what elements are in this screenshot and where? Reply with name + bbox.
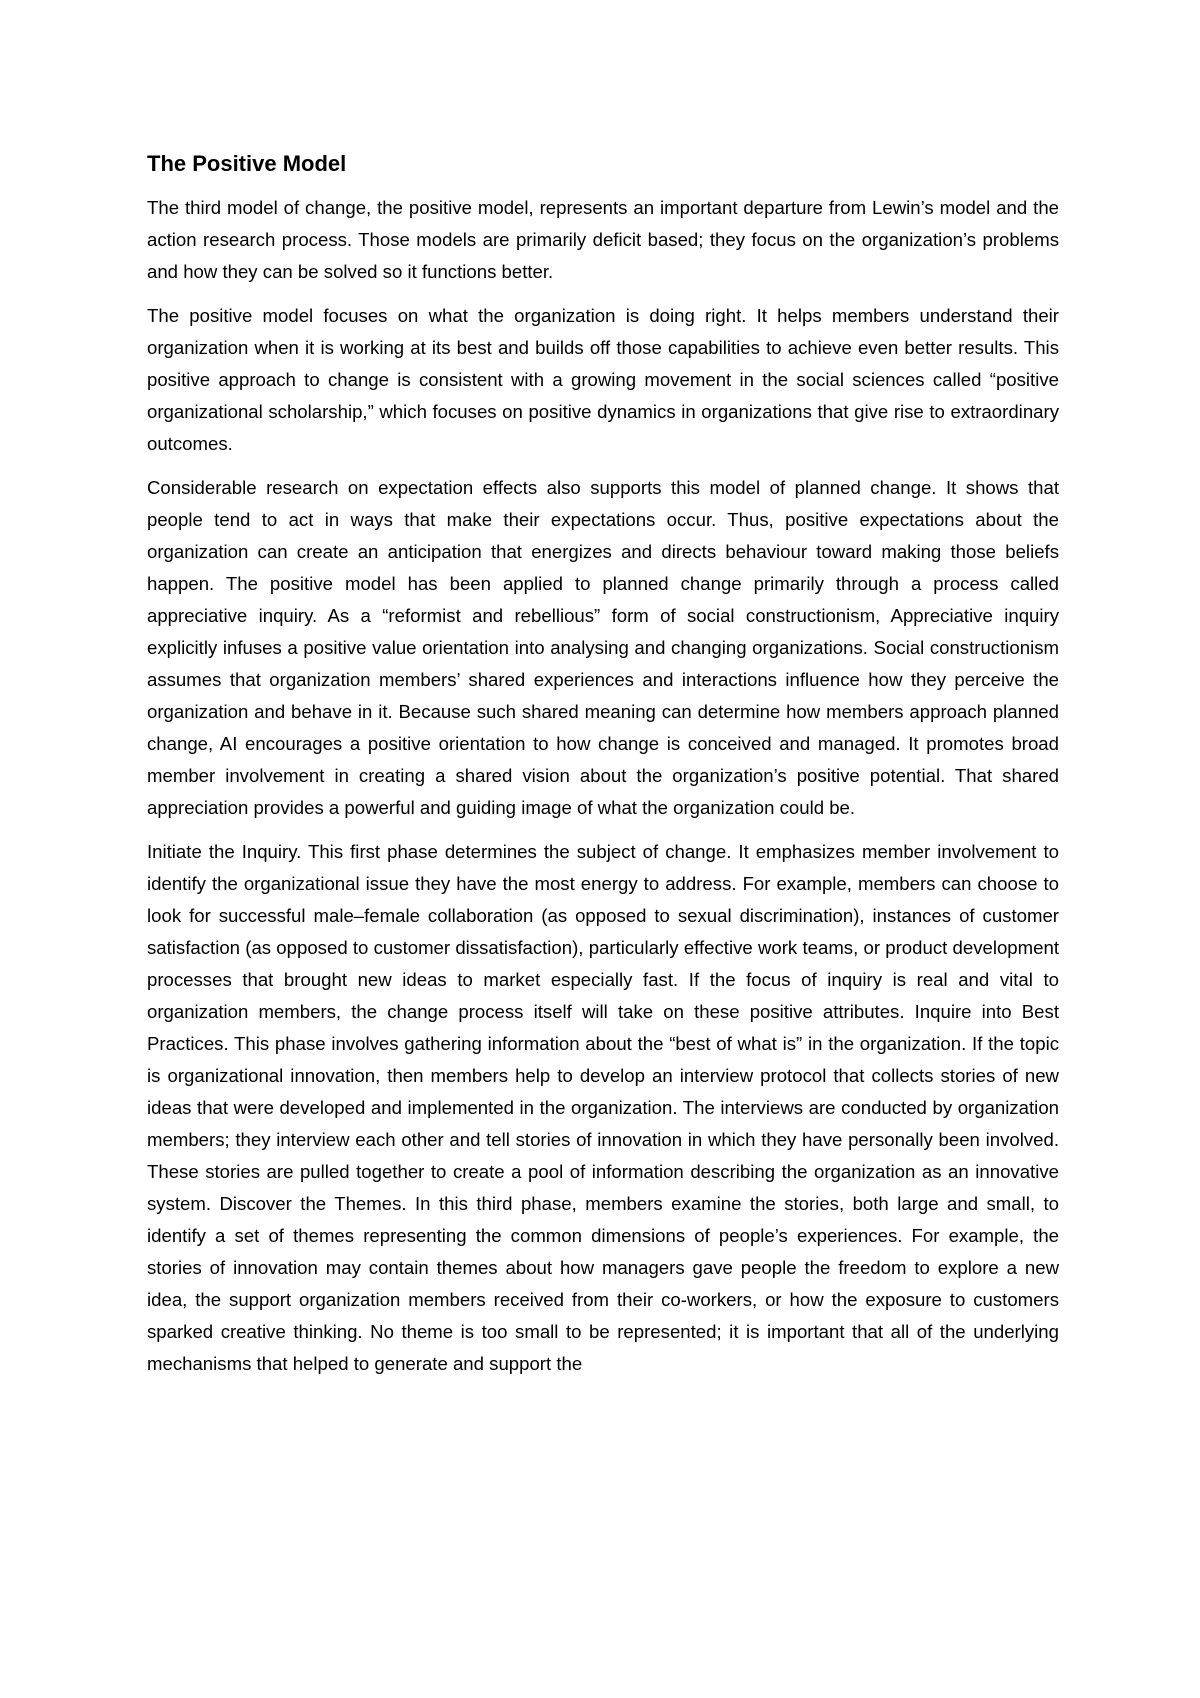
paragraph-appreciative-inquiry-phases: Initiate the Inquiry. This first phase determines the subject of change. It emphasizes member involvement to identify the organizational issue they have the most energy to address. For example, members can choose to look for successful male–female collaboration (as opposed to sexual discrimination), instances of customer satisfaction (as opposed to customer dissatisfaction), particularly effective work teams, or product development processes that brought new ideas to market especially fast. If the focus of inquiry is real and vital to organization members, the change process itself will take on these positive attributes. Inquire into Best Practices. This phase involves gathering information about the “best of what is” in the organization. If the topic is organizational innovation, then members help to develop an interview protocol that collects stories of new ideas that were developed and implemented in the organization. The interviews are conducted by organization members; they interview each other and tell stories of innovation in which they have personally been involved. These stories are pulled together to create a pool of information describing the organization as an innovative system. Discover the Themes. In this third phase, members examine the stories, both large and small, to identify a set of themes representing the common dimensions of people’s experiences. For example, the stories of innovation may contain themes about how managers gave people the freedom to explore a new idea, the support organization members received from their co-workers, or how the exposure to customers sparked creative thinking. No theme is too small to be represented; it is important that all of the underlying mechanisms that helped to generate and support the — [147, 841, 1059, 1374]
paragraph-expectation-effects: Considerable research on expectation effects also supports this model of planned change. It shows that people tend to act in ways that make their expectations occur. Thus, positive expectations about the organization can create an anticipation that energizes and directs behaviour toward making those beliefs happen. The positive model has been applied to planned change primarily through a process called appreciative inquiry. As a “reformist and rebellious” form of social constructionism, Appreciative inquiry explicitly infuses a positive value orientation into analysing and changing organizations. Social constructionism assumes that organization members’ shared experiences and interactions influence how they perceive the organization and behave in it. Because such shared meaning can determine how members approach planned change, AI encourages a positive orientation to how change is conceived and managed. It promotes broad member involvement in creating a shared vision about the organization’s positive potential. That shared appreciation provides a powerful and guiding image of what the organization could be. — [147, 477, 1059, 818]
document-title: The Positive Model — [147, 151, 347, 176]
paragraph-intro: The third model of change, the positive model, represents an important departure from Lewin’s model and the action research process. Those models are primarily deficit based; they focus on the organization’s problems and how they can be solved so it functions better. — [147, 197, 1059, 282]
paragraph-positive-focus: The positive model focuses on what the organization is doing right. It helps members understand their organization when it is working at its best and builds off those capabilities to achieve even better results. This positive approach to change is consistent with a growing movement in the social sciences called “positive organizational scholarship,” which focuses on positive dynamics in organizations that give rise to extraordinary outcomes. — [147, 305, 1059, 454]
document-body — [147, 148, 1059, 1392]
